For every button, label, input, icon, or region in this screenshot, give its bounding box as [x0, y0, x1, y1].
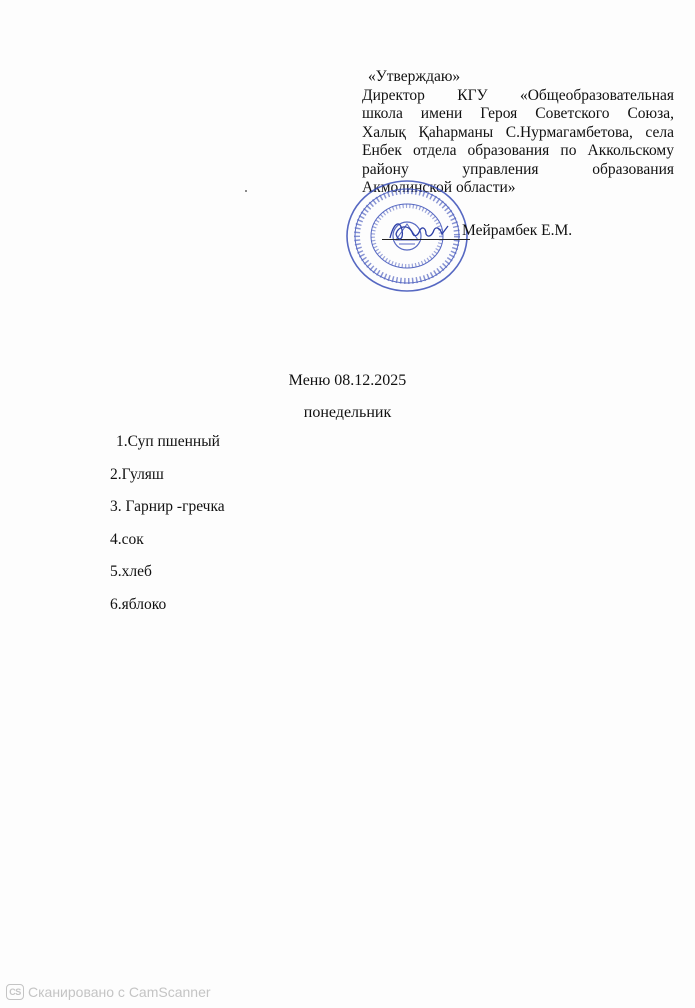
approval-title: «Утверждаю»	[368, 68, 461, 85]
menu-item: 4.сок	[110, 530, 144, 548]
approval-line: Енбек отдела образования по Аккольскому	[362, 142, 674, 159]
menu-day: понедельник	[303, 404, 392, 421]
approval-line: Директор КГУ «Общеобразовательная	[362, 86, 674, 104]
menu-title: Меню 08.12.2025	[288, 372, 407, 389]
camscanner-logo-icon: CS	[6, 984, 24, 1000]
watermark-text: Сканировано с CamScanner	[28, 984, 211, 1000]
menu-item: 5.хлеб	[110, 563, 152, 581]
approval-line: Халық Қаһарманы С.Нурмагамбетова, села	[362, 123, 674, 141]
menu-item: 6.яблоко	[110, 595, 167, 613]
handwritten-signature	[384, 216, 454, 246]
menu-item: 1.Суп пшенный	[116, 433, 220, 450]
approval-line: району управления образования	[362, 160, 674, 178]
approval-line: Акмолинской области»	[362, 179, 516, 196]
menu-list	[110, 430, 225, 626]
signer-name: Мейрамбек Е.М.	[462, 222, 573, 239]
camscanner-watermark	[6, 982, 211, 1002]
menu-item: 2.Гуляш	[110, 465, 164, 483]
approval-line: школа имени Героя Советского Союза,	[362, 105, 674, 122]
menu-item: 3. Гарнир -гречка	[110, 498, 225, 516]
scan-speck	[245, 190, 247, 192]
signature-row	[362, 222, 674, 246]
